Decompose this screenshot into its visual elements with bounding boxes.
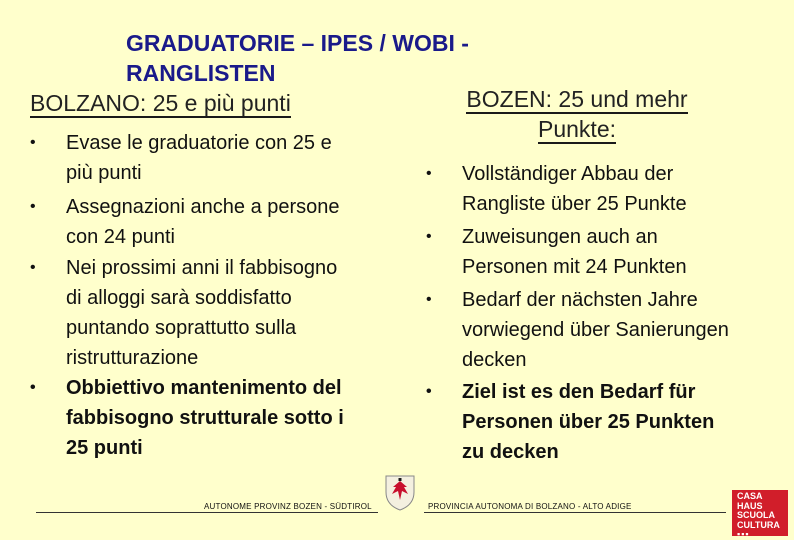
left-bullet-1-line-2: più punti bbox=[66, 162, 142, 184]
bullet-dot: • bbox=[30, 198, 36, 215]
footer-text-right: PROVINCIA AUTONOMA DI BOLZANO - ALTO ADIGE bbox=[428, 502, 632, 511]
bullet-dot: • bbox=[30, 259, 36, 276]
right-bullet-2 bbox=[426, 222, 792, 282]
left-bullet-2-line-2: con 24 punti bbox=[66, 226, 175, 248]
bullet-dot: • bbox=[426, 228, 432, 245]
left-bullet-3 bbox=[30, 253, 406, 373]
right-bullet-1-line-1: Vollständiger Abbau der bbox=[462, 163, 674, 185]
right-bullet-4-line-1: Ziel ist es den Bedarf für bbox=[462, 381, 696, 403]
bullet-dot: • bbox=[426, 291, 432, 308]
right-heading-line-1: BOZEN: 25 und mehr bbox=[466, 86, 688, 112]
logo-dots: ▪▪▪ bbox=[737, 529, 750, 539]
footer-text-left: AUTONOME PROVINZ BOZEN - SÜDTIROL bbox=[204, 502, 372, 511]
casa-haus-logo bbox=[732, 490, 788, 539]
left-bullet-3-line-4: ristrutturazione bbox=[66, 347, 199, 369]
right-heading-line-2: Punkte: bbox=[538, 116, 616, 142]
left-bullet-3-line-2: di alloggi sarà soddisfatto bbox=[66, 287, 292, 309]
title-line-2: RANGLISTEN bbox=[126, 60, 276, 86]
right-bullet-1 bbox=[426, 159, 792, 219]
left-heading-text: BOLZANO: 25 e più punti bbox=[30, 90, 291, 116]
right-bullet-3-line-3: decken bbox=[462, 349, 527, 371]
bullet-dot: • bbox=[30, 134, 36, 151]
left-bullet-3-line-3: puntando soprattutto sulla bbox=[66, 317, 297, 339]
left-bullet-3-line-1: Nei prossimi anni il fabbisogno bbox=[66, 257, 338, 279]
right-bullet-4-line-2: Personen über 25 Punkten bbox=[462, 411, 715, 433]
left-bullet-4 bbox=[30, 373, 406, 463]
right-bullet-1-line-2: Rangliste über 25 Punkte bbox=[462, 193, 687, 215]
left-bullet-2 bbox=[30, 192, 406, 252]
left-bullet-4-line-1: Obbiettivo mantenimento del bbox=[66, 377, 342, 399]
left-bullet-4-line-2: fabbisogno strutturale sotto i bbox=[66, 407, 344, 429]
footer-rule-left bbox=[36, 512, 378, 513]
right-bullet-2-line-1: Zuweisungen auch an bbox=[462, 226, 658, 248]
logo-line-3: SCUOLA bbox=[737, 510, 775, 520]
logo-line-1: CASA bbox=[737, 491, 763, 501]
bullet-dot: • bbox=[426, 165, 432, 182]
right-bullet-4 bbox=[426, 377, 792, 467]
title-line-1: GRADUATORIE – IPES / WOBI - bbox=[126, 30, 469, 56]
logo-line-4: CULTURA bbox=[737, 519, 780, 530]
right-bullet-3 bbox=[426, 285, 792, 375]
slide-title bbox=[126, 28, 586, 88]
right-heading bbox=[412, 84, 742, 144]
left-bullet-4-line-3: 25 punti bbox=[66, 437, 143, 459]
right-bullet-2-line-2: Personen mit 24 Punkten bbox=[462, 256, 687, 278]
left-bullet-1 bbox=[30, 128, 406, 188]
left-bullet-1-line-1: Evase le graduatorie con 25 e bbox=[66, 132, 332, 154]
left-bullet-2-line-1: Assegnazioni anche a persone bbox=[66, 196, 340, 218]
coat-of-arms-icon bbox=[380, 472, 420, 512]
logo-line-2: HAUS bbox=[737, 500, 763, 511]
footer-rule-right bbox=[424, 512, 726, 513]
bullet-dot: • bbox=[426, 383, 432, 400]
right-bullet-4-line-3: zu decken bbox=[462, 441, 559, 463]
bullet-dot: • bbox=[30, 379, 36, 396]
right-bullet-3-line-2: vorwiegend über Sanierungen bbox=[462, 319, 729, 341]
left-heading bbox=[30, 88, 291, 118]
right-bullet-3-line-1: Bedarf der nächsten Jahre bbox=[462, 289, 698, 311]
